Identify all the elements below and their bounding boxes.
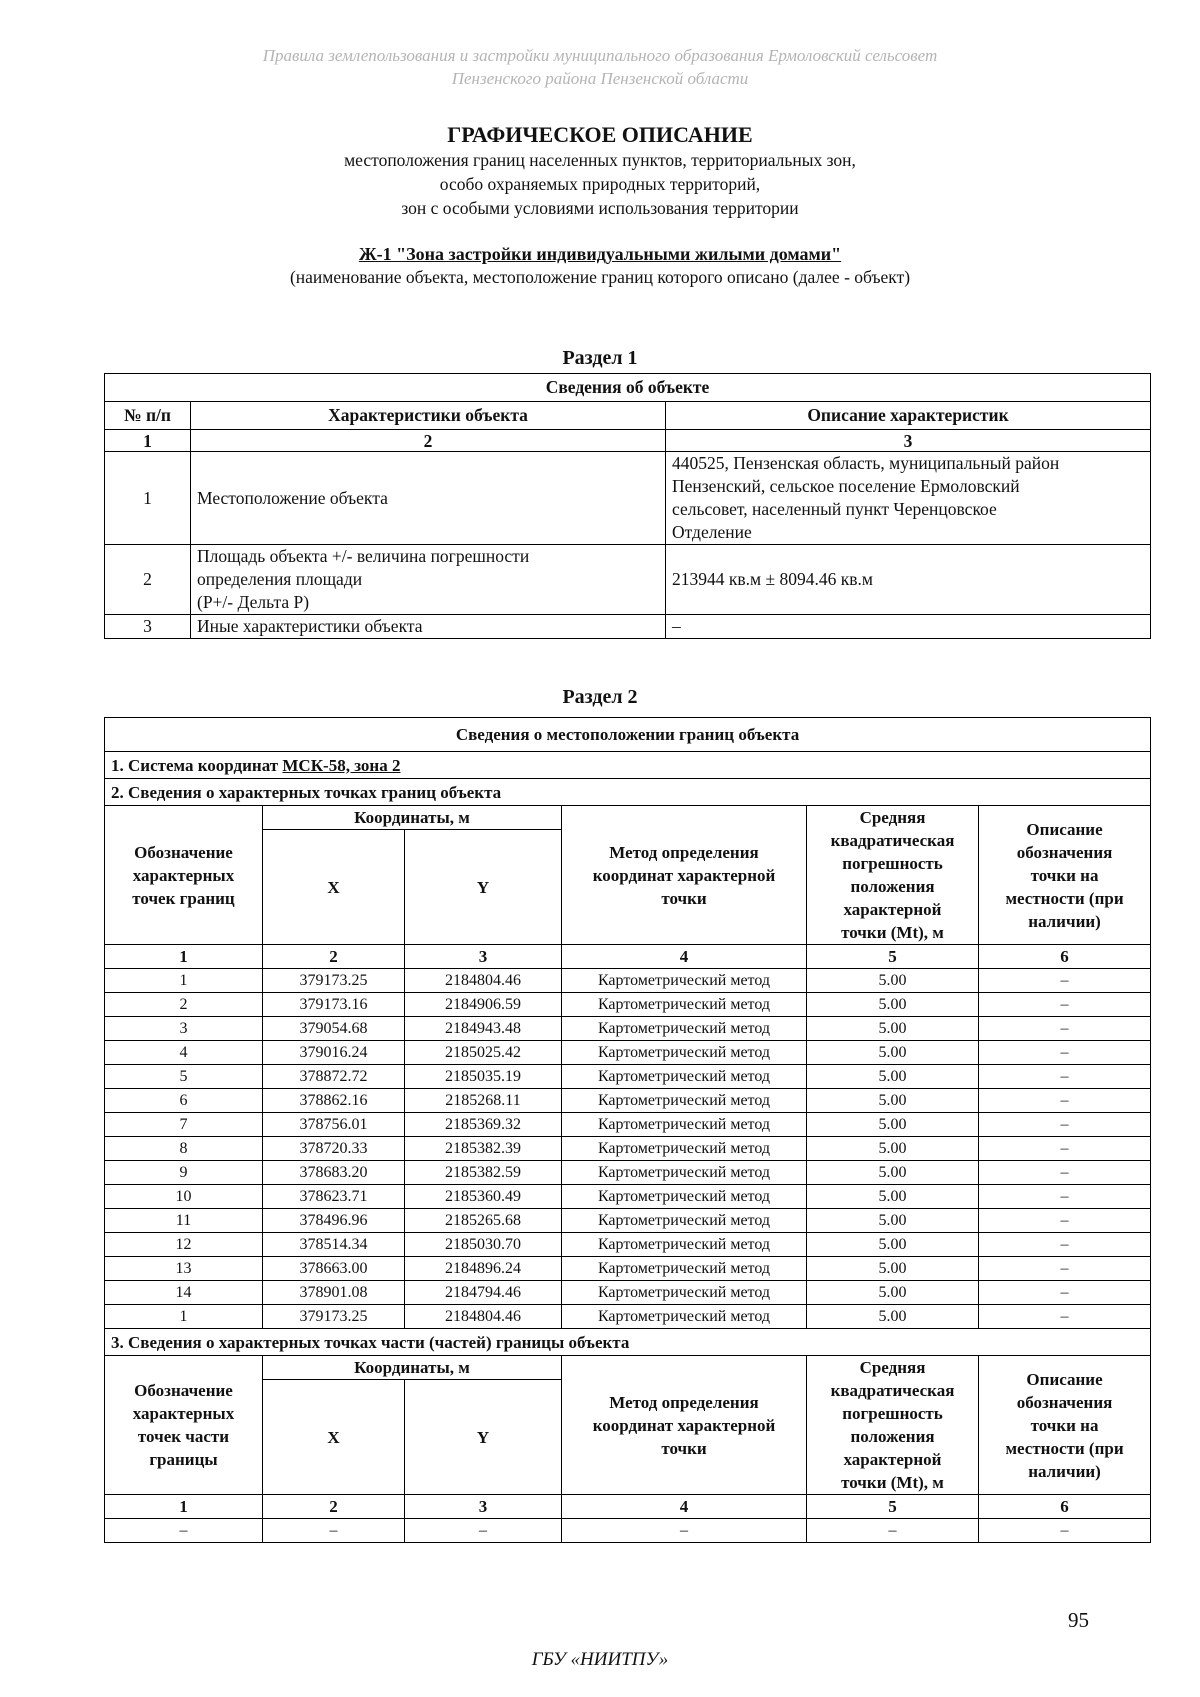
- characteristic-name-line: Площадь объекта +/- величина погрешности: [197, 546, 530, 566]
- mean-error: 5.00: [807, 1089, 979, 1113]
- mean-error: 5.00: [807, 969, 979, 993]
- header-line: местности (при: [1005, 888, 1124, 908]
- header-line: Описание: [1026, 1369, 1103, 1389]
- header-line: наличии): [1028, 1461, 1101, 1481]
- object-info-title: Сведения об объекте: [105, 374, 1151, 402]
- error-header: [807, 806, 979, 945]
- mean-error: 5.00: [807, 1185, 979, 1209]
- method: Картометрический метод: [562, 1305, 807, 1329]
- column-number: 2: [191, 430, 666, 452]
- point-id: 8: [105, 1137, 263, 1161]
- description-header: [979, 1356, 1151, 1495]
- method: Картометрический метод: [562, 969, 807, 993]
- point-description: –: [979, 1089, 1151, 1113]
- header-line: обозначения: [1016, 842, 1113, 862]
- mean-error: 5.00: [807, 1041, 979, 1065]
- header-line: точек границ: [132, 888, 235, 908]
- designation-header: [105, 1356, 263, 1495]
- characteristic-name-line: Иные характеристики объекта: [197, 616, 423, 636]
- characteristic-name: [191, 452, 666, 545]
- section2-heading: Раздел 2: [562, 686, 638, 708]
- point-row: [105, 1137, 1151, 1161]
- point-row: [105, 1089, 1151, 1113]
- coord-y: 2184804.46: [405, 1305, 562, 1329]
- point-description: –: [979, 1305, 1151, 1329]
- coordinates-header: Координаты, м: [263, 806, 562, 830]
- page-number: 95: [1068, 1608, 1089, 1632]
- column-header: № п/п: [105, 402, 191, 430]
- header-line: границы: [149, 1450, 218, 1469]
- coord-y: 2185382.39: [405, 1137, 562, 1161]
- point-id: 1: [105, 969, 263, 993]
- point-id: 12: [105, 1233, 263, 1257]
- point-description: –: [979, 1185, 1151, 1209]
- method-header: [562, 806, 807, 945]
- y-header: Y: [405, 1380, 562, 1495]
- mean-error: 5.00: [807, 1161, 979, 1185]
- header-line: координат характерной: [592, 865, 776, 885]
- point-description: –: [979, 1137, 1151, 1161]
- coord-y: 2184896.24: [405, 1257, 562, 1281]
- header-line: Описание: [1026, 819, 1103, 839]
- point-row: [105, 1161, 1151, 1185]
- point-row: [105, 1209, 1151, 1233]
- point-description: –: [979, 1209, 1151, 1233]
- point-id: 7: [105, 1113, 263, 1137]
- header-line: характерной: [843, 1450, 942, 1469]
- coordinate-system: [105, 752, 1151, 779]
- point-row: [105, 1281, 1151, 1305]
- point-description: –: [979, 1233, 1151, 1257]
- y-header: Y: [405, 830, 562, 945]
- point-id: 6: [105, 1089, 263, 1113]
- coord-y: 2184906.59: [405, 993, 562, 1017]
- method: Картометрический метод: [562, 1233, 807, 1257]
- column-number: 1: [105, 430, 191, 452]
- mean-error: 5.00: [807, 1209, 979, 1233]
- header-line: положения: [850, 1427, 935, 1446]
- error-header: [807, 1356, 979, 1495]
- characteristic-value-line: 213944 кв.м ± 8094.46 кв.м: [672, 569, 873, 589]
- point-id: 4: [105, 1041, 263, 1065]
- mean-error: 5.00: [807, 1113, 979, 1137]
- column-number: 5: [807, 1495, 979, 1519]
- header-line: Средняя: [859, 808, 926, 827]
- header-line: наличии): [1028, 911, 1101, 931]
- subtitle-line2: особо охраняемых природных территорий,: [439, 174, 761, 194]
- header-line: Средняя: [859, 1358, 926, 1377]
- point-row: [105, 993, 1151, 1017]
- object-caption: (наименование объекта, местоположение границ которого описано (далее - объект): [289, 267, 911, 287]
- coord-x: 378720.33: [263, 1137, 405, 1161]
- point-row: [105, 1305, 1151, 1329]
- point-description: –: [979, 1281, 1151, 1305]
- points-section-title: 2. Сведения о характерных точках границ объекта: [105, 779, 1151, 806]
- mean-error: 5.00: [807, 993, 979, 1017]
- characteristic-value-line: Отделение: [672, 522, 752, 542]
- method: Картометрический метод: [562, 1185, 807, 1209]
- row-number: 1: [105, 452, 191, 545]
- coord-y: 2185360.49: [405, 1185, 562, 1209]
- point-row: [105, 1065, 1151, 1089]
- coord-y: 2185030.70: [405, 1233, 562, 1257]
- coord-x: 378514.34: [263, 1233, 405, 1257]
- coord-x: 379173.25: [263, 969, 405, 993]
- description-header: [979, 806, 1151, 945]
- coord-y: 2184794.46: [405, 1281, 562, 1305]
- header-line: точек части: [137, 1427, 230, 1446]
- point-row: [105, 1185, 1151, 1209]
- point-row: [105, 1041, 1151, 1065]
- header-line: точки (Mt), м: [841, 1473, 944, 1492]
- method: Картометрический метод: [562, 1161, 807, 1185]
- header-line: Обозначение: [134, 1381, 233, 1400]
- column-number: 3: [405, 1495, 562, 1519]
- column-number: 3: [666, 430, 1151, 452]
- point-row: [105, 1233, 1151, 1257]
- coord-y: 2185268.11: [405, 1089, 562, 1113]
- header-line: квадратическая: [830, 1381, 955, 1400]
- header-line: точки: [661, 1438, 707, 1458]
- column-number: 4: [562, 1495, 807, 1519]
- point-description: –: [979, 1017, 1151, 1041]
- point-description: –: [979, 1065, 1151, 1089]
- point-row: [105, 1017, 1151, 1041]
- mean-error: 5.00: [807, 1137, 979, 1161]
- point-id: 1: [105, 1305, 263, 1329]
- title-block: [0, 122, 1200, 220]
- characteristic-name-line: Местоположение объекта: [197, 487, 388, 508]
- column-number: 3: [405, 945, 562, 969]
- point-row: [105, 1257, 1151, 1281]
- point-row: [105, 969, 1151, 993]
- coord-x: 378623.71: [263, 1185, 405, 1209]
- header-line: характерной: [843, 900, 942, 919]
- point-id: 3: [105, 1017, 263, 1041]
- coord-x: 379173.25: [263, 1305, 405, 1329]
- object-name: Ж-1 "Зона застройки индивидуальными жилыми домами": [358, 244, 842, 264]
- point-id: 2: [105, 993, 263, 1017]
- header-line: Метод определения: [609, 1392, 759, 1412]
- column-number: 6: [979, 1495, 1151, 1519]
- coord-x: 379016.24: [263, 1041, 405, 1065]
- method: Картометрический метод: [562, 993, 807, 1017]
- part-point-row: [105, 1519, 1151, 1543]
- method: Картометрический метод: [562, 1257, 807, 1281]
- header-line: точки (Mt), м: [841, 923, 944, 942]
- characteristic-value: [666, 615, 1151, 639]
- method: Картометрический метод: [562, 1017, 807, 1041]
- designation-header: [105, 806, 263, 945]
- point-description: –: [979, 1519, 1151, 1543]
- characteristic-value: [666, 452, 1151, 545]
- coord-x: 378901.08: [263, 1281, 405, 1305]
- point-id: 9: [105, 1161, 263, 1185]
- coord-x: 378872.72: [263, 1065, 405, 1089]
- mean-error: 5.00: [807, 1305, 979, 1329]
- table-row: [105, 452, 1151, 545]
- mean-error: –: [807, 1519, 979, 1543]
- characteristic-value: [666, 545, 1151, 615]
- header-line: характерных: [132, 1404, 235, 1423]
- x-header: X: [263, 1380, 405, 1495]
- column-number: 2: [263, 1495, 405, 1519]
- point-description: –: [979, 1041, 1151, 1065]
- header-line: точки на: [1030, 1415, 1099, 1435]
- coord-x: 379173.16: [263, 993, 405, 1017]
- point-id: 10: [105, 1185, 263, 1209]
- boundary-table-title: Сведения о местоположении границ объекта: [105, 718, 1151, 752]
- method: Картометрический метод: [562, 1065, 807, 1089]
- header-line: положения: [850, 877, 935, 896]
- document-title: ГРАФИЧЕСКОЕ ОПИСАНИЕ: [447, 122, 753, 147]
- coordinate-system-label: 1. Система координат: [111, 755, 279, 775]
- method-header: [562, 1356, 807, 1495]
- header-line: точки на: [1030, 865, 1099, 885]
- characteristic-name: [191, 615, 666, 639]
- running-header-line1: Правила землепользования и застройки муниципального образования Ермоловский сельсовет: [262, 46, 938, 65]
- coord-y: 2185035.19: [405, 1065, 562, 1089]
- coord-y: 2185265.68: [405, 1209, 562, 1233]
- coord-x: 379054.68: [263, 1017, 405, 1041]
- point-description: –: [979, 1113, 1151, 1137]
- method: –: [562, 1519, 807, 1543]
- header-line: Метод определения: [609, 842, 759, 862]
- mean-error: 5.00: [807, 1281, 979, 1305]
- characteristic-name-line: (P+/- Дельта P): [197, 592, 310, 612]
- column-number: 4: [562, 945, 807, 969]
- header-line: координат характерной: [592, 1415, 776, 1435]
- column-number: 1: [105, 945, 263, 969]
- subtitle-line1: местоположения границ населенных пунктов, территориальных зон,: [344, 150, 856, 170]
- coordinates-header: Координаты, м: [263, 1356, 562, 1380]
- x-header: X: [263, 830, 405, 945]
- parts-section-title: 3. Сведения о характерных точках части (частей) границы объекта: [105, 1329, 1151, 1356]
- header-line: погрешность: [842, 1404, 943, 1423]
- running-header: [0, 44, 1200, 90]
- coordinate-system-value: МСК-58, зона 2: [282, 755, 401, 775]
- method: Картометрический метод: [562, 1089, 807, 1113]
- mean-error: 5.00: [807, 1233, 979, 1257]
- mean-error: 5.00: [807, 1065, 979, 1089]
- characteristic-value-line: 440525, Пензенская область, муниципальный район: [672, 453, 1060, 473]
- characteristic-value-line: –: [672, 616, 681, 636]
- row-number: 3: [105, 615, 191, 639]
- column-number: 1: [105, 1495, 263, 1519]
- footer-organization: ГБУ «НИИТПУ»: [531, 1649, 669, 1670]
- table-row: [105, 615, 1151, 639]
- coord-x: 378496.96: [263, 1209, 405, 1233]
- characteristic-value-line: сельсовет, населенный пункт Черенцовское: [672, 499, 997, 519]
- characteristic-name: [191, 545, 666, 615]
- header-line: погрешность: [842, 854, 943, 873]
- column-header: Описание характеристик: [666, 402, 1151, 430]
- header-line: обозначения: [1016, 1392, 1113, 1412]
- object-info-table: [104, 373, 1151, 639]
- column-header: Характеристики объекта: [191, 402, 666, 430]
- row-number: 2: [105, 545, 191, 615]
- coord-y: –: [405, 1519, 562, 1543]
- coord-x: –: [263, 1519, 405, 1543]
- table-row: [105, 545, 1151, 615]
- header-line: характерных: [132, 865, 235, 885]
- point-id: 5: [105, 1065, 263, 1089]
- header-line: Обозначение: [134, 842, 233, 862]
- coord-y: 2185382.59: [405, 1161, 562, 1185]
- characteristic-name-line: определения площади: [197, 569, 363, 589]
- column-number: 6: [979, 945, 1151, 969]
- point-description: –: [979, 1161, 1151, 1185]
- column-number: 5: [807, 945, 979, 969]
- point-id: 11: [105, 1209, 263, 1233]
- coord-x: 378663.00: [263, 1257, 405, 1281]
- coord-y: 2184943.48: [405, 1017, 562, 1041]
- point-row: [105, 1113, 1151, 1137]
- mean-error: 5.00: [807, 1017, 979, 1041]
- point-id: 14: [105, 1281, 263, 1305]
- subtitle-line3: зон с особыми условиями использования территории: [401, 198, 799, 218]
- method: Картометрический метод: [562, 1113, 807, 1137]
- mean-error: 5.00: [807, 1257, 979, 1281]
- running-header-line2: Пензенского района Пензенской области: [451, 69, 749, 88]
- header-line: местности (при: [1005, 1438, 1124, 1458]
- column-number: 2: [263, 945, 405, 969]
- characteristic-value-line: Пензенский, сельское поселение Ермоловский: [672, 476, 1020, 496]
- coord-y: 2184804.46: [405, 969, 562, 993]
- section1-heading: Раздел 1: [562, 347, 638, 369]
- method: Картометрический метод: [562, 1281, 807, 1305]
- point-description: –: [979, 1257, 1151, 1281]
- coord-x: 378862.16: [263, 1089, 405, 1113]
- boundary-location-table: [104, 717, 1151, 1543]
- point-id: 13: [105, 1257, 263, 1281]
- point-description: –: [979, 993, 1151, 1017]
- method: Картометрический метод: [562, 1137, 807, 1161]
- coord-y: 2185369.32: [405, 1113, 562, 1137]
- coord-y: 2185025.42: [405, 1041, 562, 1065]
- point-description: –: [979, 969, 1151, 993]
- method: Картометрический метод: [562, 1041, 807, 1065]
- header-line: квадратическая: [830, 831, 955, 850]
- coord-x: 378756.01: [263, 1113, 405, 1137]
- header-line: точки: [661, 888, 707, 908]
- coord-x: 378683.20: [263, 1161, 405, 1185]
- method: Картометрический метод: [562, 1209, 807, 1233]
- point-id: –: [105, 1519, 263, 1543]
